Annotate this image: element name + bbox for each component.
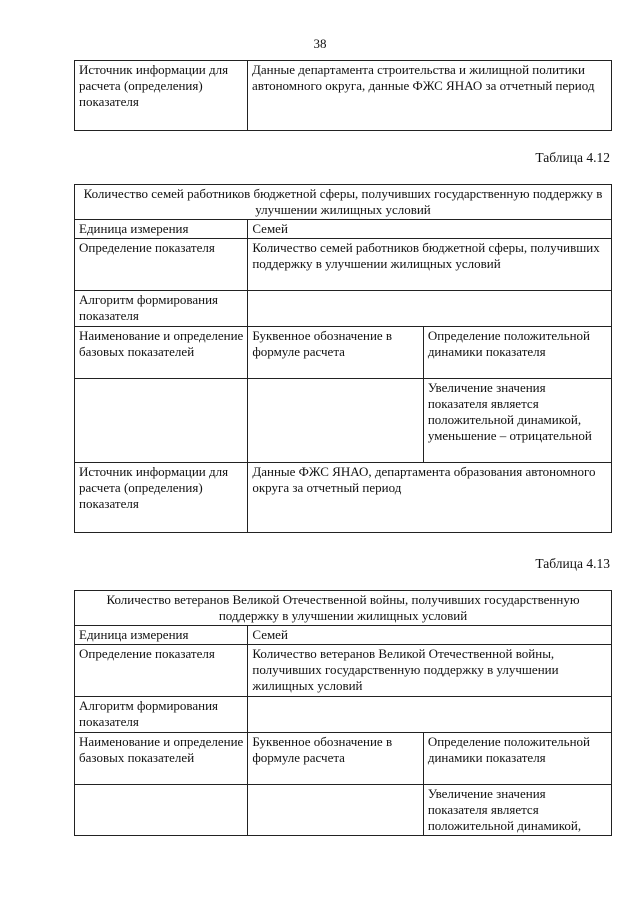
algorithm-value <box>248 291 612 327</box>
table-title: Количество ветеранов Великой Отечественной войны, получивших государственную поддержку в улучшении жилищных условий <box>75 591 612 626</box>
table-row <box>75 626 612 645</box>
unit-label: Единица измерения <box>75 626 248 645</box>
table-row <box>75 785 612 836</box>
positive-label: Определение положительной динамики показателя <box>423 327 611 379</box>
empty-cell <box>75 379 248 463</box>
source-value: Данные ФЖС ЯНАО, департамента образования автономного округа за отчетный период <box>248 463 612 533</box>
table-row <box>75 291 612 327</box>
algorithm-label: Алгоритм формирования показателя <box>75 291 248 327</box>
positive-label: Определение положительной динамики показателя <box>423 733 611 785</box>
table-caption-4-12: Таблица 4.12 <box>535 150 610 165</box>
table-title: Количество семей работников бюджетной сферы, получивших государственную поддержку в улучшении жилищных условий <box>75 185 612 220</box>
definition-value: Количество семей работников бюджетной сферы, получивших поддержку в улучшении жилищных условий <box>248 239 612 291</box>
empty-cell <box>248 785 423 836</box>
letter-label: Буквенное обозначение в формуле расчета <box>248 733 423 785</box>
letter-label: Буквенное обозначение в формуле расчета <box>248 327 423 379</box>
base-name-label: Наименование и определение базовых показателей <box>75 327 248 379</box>
table-row <box>75 220 612 239</box>
unit-label: Единица измерения <box>75 220 248 239</box>
unit-value: Семей <box>248 626 612 645</box>
table-row <box>75 379 612 463</box>
table-4-13 <box>74 590 612 836</box>
source-value: Данные департамента строительства и жилищной политики автономного округа, данные ФЖС ЯНАО за отчетный период <box>248 61 612 131</box>
unit-value: Семей <box>248 220 612 239</box>
algorithm-value <box>248 697 612 733</box>
table-4-12 <box>74 184 612 533</box>
table-row <box>75 733 612 785</box>
table-row <box>75 239 612 291</box>
table-row <box>75 591 612 626</box>
table-row <box>75 645 612 697</box>
top-fragment-table <box>74 60 612 131</box>
page-number: 38 <box>313 36 327 51</box>
definition-label: Определение показателя <box>75 645 248 697</box>
positive-value: Увеличение значения показателя является положительной динамикой, <box>423 785 611 836</box>
base-name-label: Наименование и определение базовых показателей <box>75 733 248 785</box>
definition-label: Определение показателя <box>75 239 248 291</box>
source-label: Источник информации для расчета (определения) показателя <box>75 61 248 131</box>
algorithm-label: Алгоритм формирования показателя <box>75 697 248 733</box>
table-row <box>75 61 612 131</box>
empty-cell <box>75 785 248 836</box>
table-row <box>75 185 612 220</box>
table-caption-4-13: Таблица 4.13 <box>535 556 610 571</box>
positive-value: Увеличение значения показателя является положительной динамикой, уменьшение – отрицательной <box>423 379 611 463</box>
source-label: Источник информации для расчета (определения) показателя <box>75 463 248 533</box>
table-row <box>75 697 612 733</box>
definition-value: Количество ветеранов Великой Отечественной войны, получивших государственную поддержку в улучшении жилищных условий <box>248 645 612 697</box>
empty-cell <box>248 379 423 463</box>
table-row <box>75 463 612 533</box>
table-row <box>75 327 612 379</box>
